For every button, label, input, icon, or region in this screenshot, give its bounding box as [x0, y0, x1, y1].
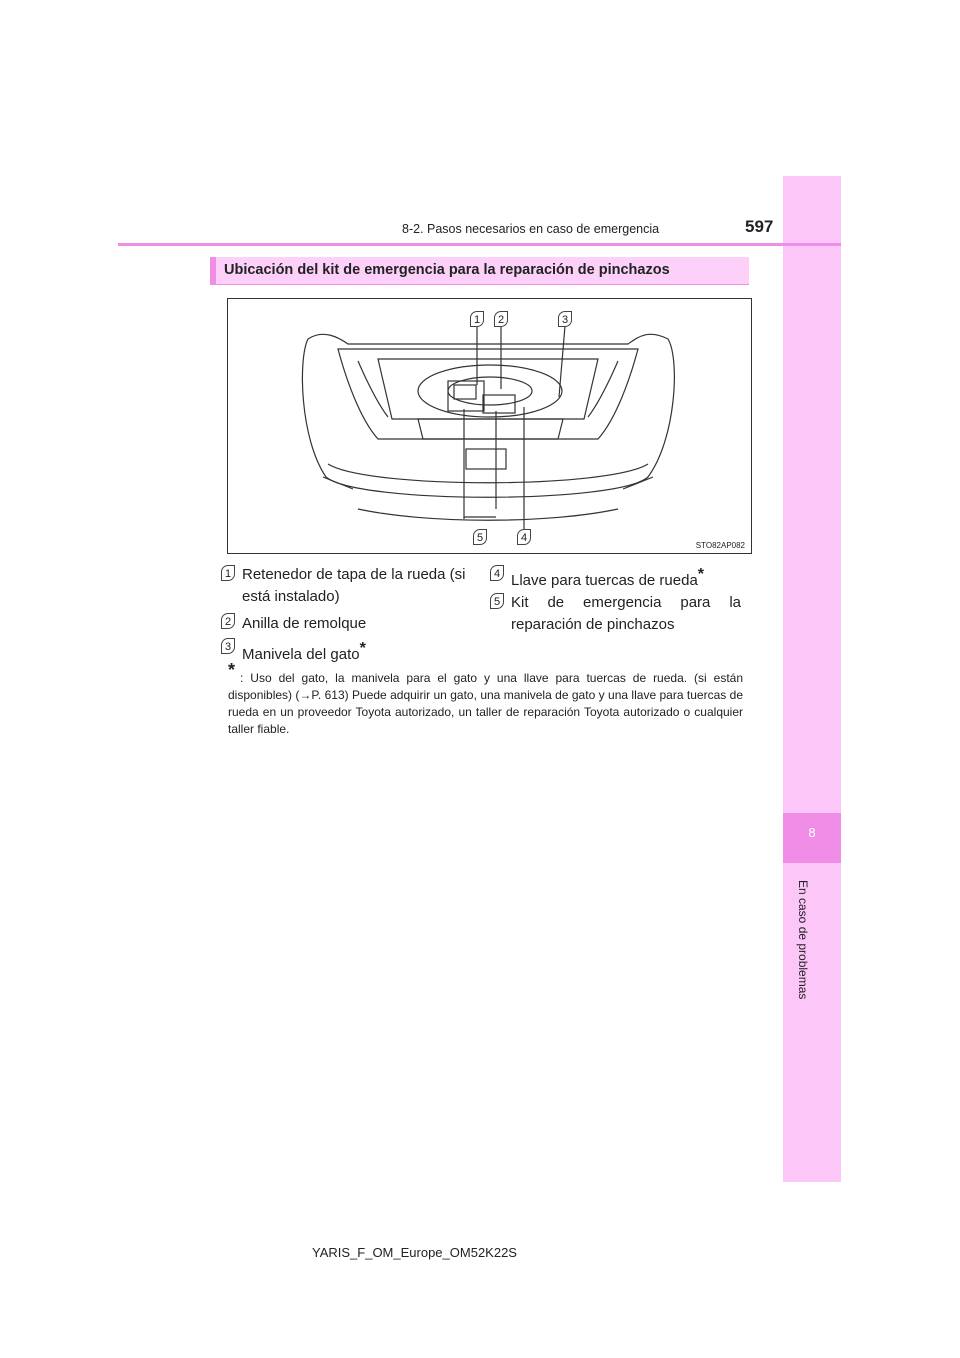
section-title: Ubicación del kit de emergencia para la reparación de pinchazos: [224, 262, 670, 278]
footnote-text: : Uso del gato, la manivela para el gato y una llave para tuercas de rueda. (si están disponibles) (→P. 613) Puede adquirir un gato, una manivela de gato y una llave para tuercas de rueda en un proveedor Toyota autorizado, un taller de reparación Toyota autorizado o cualquier taller fiable.: [228, 671, 743, 736]
page-number: 597: [745, 217, 774, 236]
footnote-star: *: [228, 660, 236, 680]
chapter-label: En caso de problemas: [796, 880, 810, 1000]
item-5-line1: Kit de emergencia para la: [511, 594, 741, 611]
callout-1: 1: [470, 311, 484, 327]
callout-2: 2: [494, 311, 508, 327]
header-rule: [118, 243, 841, 246]
item-5-line2: reparación de pinchazos: [511, 616, 675, 633]
header-section-title: 8-2. Pasos necesarios en caso de emergencia: [402, 222, 660, 236]
item-4-star: *: [697, 566, 705, 583]
item-badge-4: 4: [490, 565, 504, 581]
callout-4: 4: [517, 529, 531, 545]
item-badge-2: 2: [221, 613, 235, 629]
chapter-number: 8: [808, 825, 816, 840]
item-3-star: *: [359, 640, 366, 657]
footer-document-id: YARIS_F_OM_Europe_OM52K22S: [312, 1245, 517, 1260]
trunk-illustration: [227, 298, 752, 554]
callout-5: 5: [473, 529, 487, 545]
item-4-label: Llave para tuercas de rueda: [511, 572, 698, 589]
item-badge-3: 3: [221, 638, 235, 654]
item-badge-5: 5: [490, 593, 504, 609]
item-2-text: Anilla de remolque: [242, 615, 367, 632]
callout-3: 3: [558, 311, 572, 327]
item-1-line2: está instalado): [242, 588, 340, 605]
section-underline: [210, 284, 749, 285]
item-3-label: Manivela del gato: [242, 646, 360, 663]
item-3-text: [242, 638, 366, 666]
item-4-text: [511, 564, 704, 592]
trunk-drawing: [228, 299, 751, 553]
figure-code: STO82AP082: [695, 541, 745, 550]
item-badge-1: 1: [221, 565, 235, 581]
item-1-line1: Retenedor de tapa de la rueda (si: [242, 566, 466, 583]
